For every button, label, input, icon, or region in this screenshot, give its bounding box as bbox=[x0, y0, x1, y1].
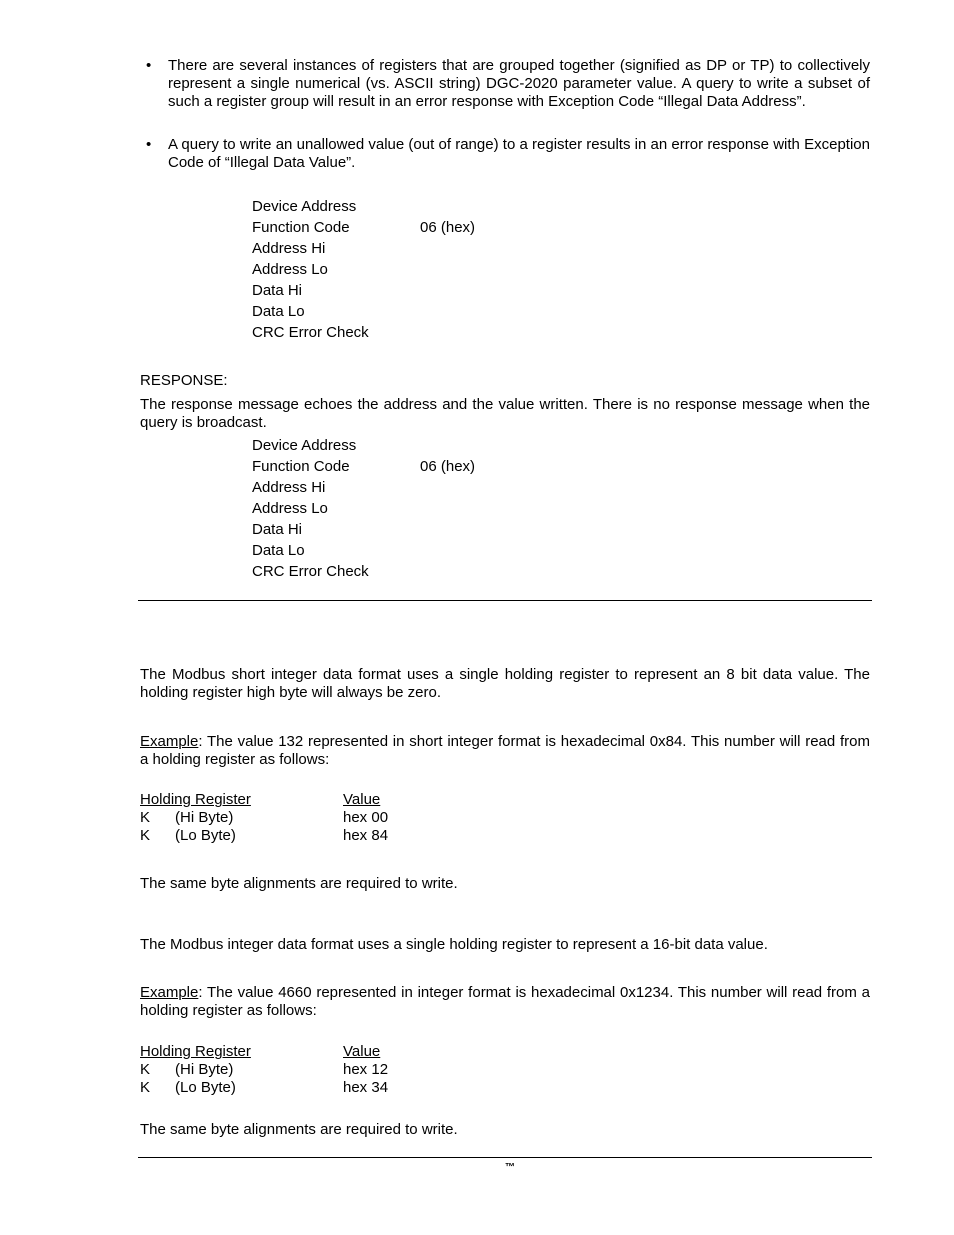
response-field-function-code: Function Code bbox=[252, 458, 350, 475]
table-cell-byte: (Hi Byte) bbox=[175, 1061, 234, 1078]
response-field-address-lo: Address Lo bbox=[252, 500, 328, 517]
bullet-marker: • bbox=[146, 57, 152, 74]
example-label: Example bbox=[140, 984, 199, 1001]
bullet-text: A query to write an unallowed value (out of range) to a register results in an error response with Exception Code of “Illegal Data Value”. bbox=[168, 136, 870, 171]
table-header-value: Value bbox=[343, 791, 381, 808]
table-cell-value: hex 12 bbox=[343, 1061, 389, 1078]
short-integer-intro: The Modbus short integer data format uses a single holding register to represent an 8 bit data value. The holding register high byte will always be zero. bbox=[140, 666, 870, 701]
table-cell-register: K bbox=[140, 809, 151, 826]
short-integer-example bbox=[140, 733, 870, 769]
bullet-text: There are several instances of registers that are grouped together (signified as DP or TP) to collectively represent a single numerical (vs. ASCII string) DGC-2020 parameter value. A query to write a subset of such a register group will result in an error response with Exception Code “Illegal Data Address”. bbox=[168, 57, 870, 110]
example-text: : The value 4660 represented in integer format is hexadecimal 0x1234. This number will read from a holding register as follows: bbox=[140, 984, 870, 1019]
query-field-crc: CRC Error Check bbox=[252, 324, 369, 341]
query-field-function-code: Function Code bbox=[252, 219, 350, 236]
integer-intro: The Modbus integer data format uses a single holding register to represent a 16-bit data value. bbox=[140, 936, 768, 953]
integer-note: The same byte alignments are required to write. bbox=[140, 1121, 458, 1138]
response-field-crc: CRC Error Check bbox=[252, 563, 369, 580]
table-cell-register: K bbox=[140, 827, 151, 844]
table-cell-byte: (Hi Byte) bbox=[175, 809, 234, 826]
table-cell-value: hex 34 bbox=[343, 1079, 389, 1096]
table-cell-value: hex 00 bbox=[343, 809, 389, 826]
footer-divider bbox=[138, 1157, 872, 1158]
table-header-register: Holding Register bbox=[140, 791, 251, 808]
query-field-address-lo: Address Lo bbox=[252, 261, 328, 278]
table-cell-byte: (Lo Byte) bbox=[175, 827, 236, 844]
response-field-address-hi: Address Hi bbox=[252, 479, 326, 496]
bullet-marker: • bbox=[146, 136, 152, 153]
example-text: : The value 132 represented in short integer format is hexadecimal 0x84. This number will read from a holding register as follows: bbox=[140, 733, 870, 768]
short-integer-note: The same byte alignments are required to write. bbox=[140, 875, 458, 892]
query-field-data-hi: Data Hi bbox=[252, 282, 303, 299]
query-field-data-lo: Data Lo bbox=[252, 303, 305, 320]
table-cell-register: K bbox=[140, 1061, 151, 1078]
section-divider bbox=[138, 600, 872, 601]
response-function-code-value: 06 (hex) bbox=[420, 458, 476, 475]
query-function-code-value: 06 (hex) bbox=[420, 219, 476, 236]
table-cell-register: K bbox=[140, 1079, 151, 1096]
trademark-symbol: ™ bbox=[505, 1162, 515, 1173]
response-field-data-hi: Data Hi bbox=[252, 521, 303, 538]
query-field-address-hi: Address Hi bbox=[252, 240, 326, 257]
table-cell-value: hex 84 bbox=[343, 827, 389, 844]
query-field-device-address: Device Address bbox=[252, 198, 357, 215]
response-heading: RESPONSE: bbox=[140, 372, 228, 389]
integer-example bbox=[140, 984, 870, 1020]
response-field-device-address: Device Address bbox=[252, 437, 357, 454]
table-cell-byte: (Lo Byte) bbox=[175, 1079, 236, 1096]
response-description: The response message echoes the address and the value written. There is no response message when the query is broadcast. bbox=[140, 396, 870, 431]
response-field-data-lo: Data Lo bbox=[252, 542, 305, 559]
table-header-register: Holding Register bbox=[140, 1043, 251, 1060]
table-header-value: Value bbox=[343, 1043, 381, 1060]
example-label: Example bbox=[140, 733, 199, 750]
